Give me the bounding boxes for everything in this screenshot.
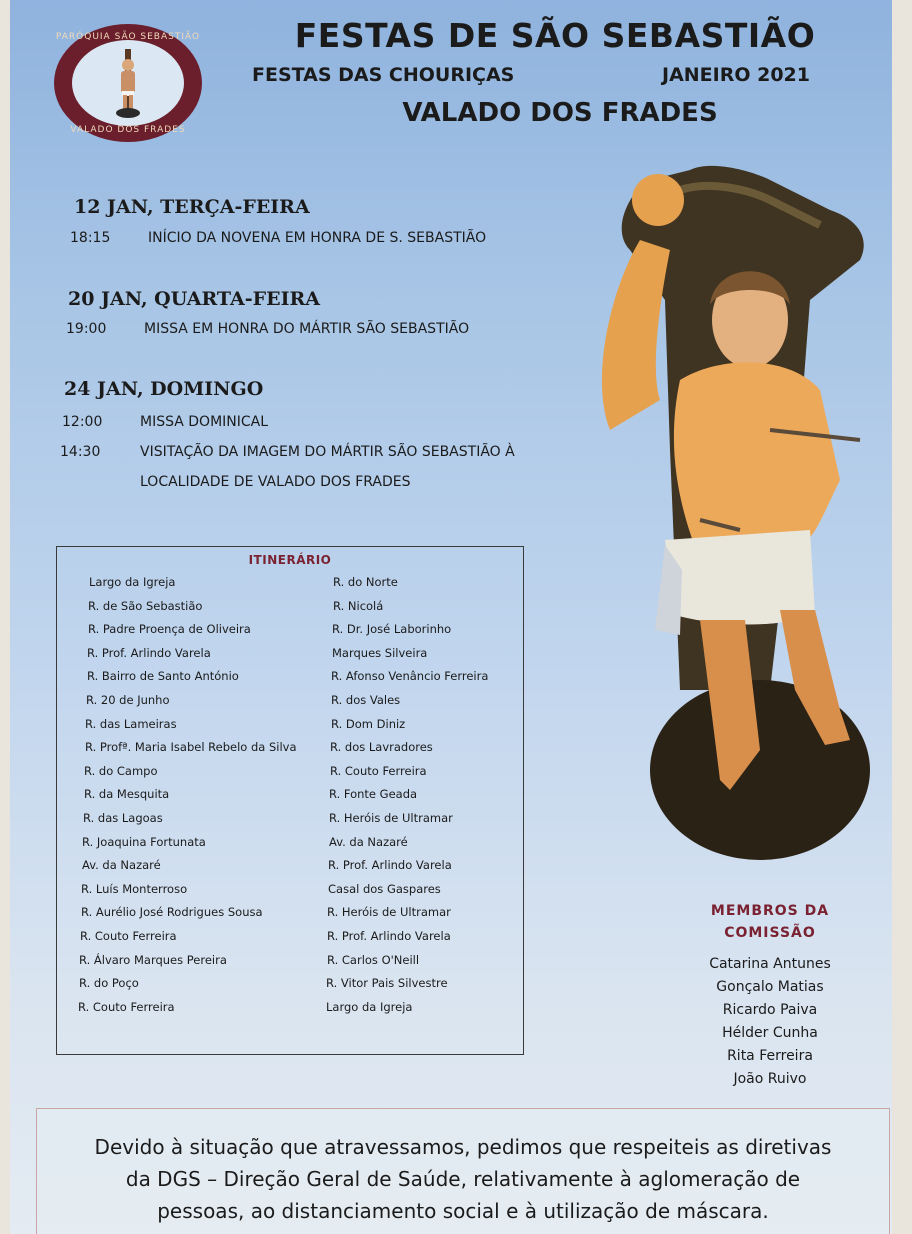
itinerary-street: R. Vitor Pais Silvestre bbox=[326, 976, 448, 991]
event-text: VISITAÇÃO DA IMAGEM DO MÁRTIR SÃO SEBASTIÃO À bbox=[140, 444, 515, 460]
itinerary-street: R. do Campo bbox=[84, 763, 158, 778]
itinerary-street: R. Prof. Arlindo Varela bbox=[328, 858, 452, 873]
committee-member: João Ruivo bbox=[733, 1071, 807, 1087]
committee-member: Catarina Antunes bbox=[709, 956, 831, 972]
itinerary-street: Marques Silveira bbox=[332, 645, 428, 660]
itinerary-street: R. Couto Ferreira bbox=[330, 763, 427, 778]
itinerary-street: R. das Lameiras bbox=[85, 716, 177, 731]
itinerary-street: R. Aurélio José Rodrigues Sousa bbox=[81, 905, 263, 920]
subtitle-date: JANEIRO 2021 bbox=[662, 64, 811, 86]
seal-bottom-text: VALADO DOS FRADES bbox=[70, 125, 186, 135]
itinerary-street: R. Profª. Maria Isabel Rebelo da Silva bbox=[85, 740, 297, 755]
seal-center bbox=[72, 40, 184, 126]
event-time: 18:15 bbox=[70, 230, 111, 246]
itinerary-street: R. dos Vales bbox=[331, 693, 401, 707]
event-text: MISSA DOMINICAL bbox=[140, 414, 269, 430]
committee-title bbox=[650, 900, 890, 944]
itinerary-street: R. Couto Ferreira bbox=[80, 929, 177, 943]
seal-top-text: PARÓQUIA SÃO SEBASTIÃO bbox=[55, 32, 201, 42]
event-time: 14:30 bbox=[60, 444, 101, 460]
itinerary-street: Largo da Igreja bbox=[326, 999, 413, 1014]
day-heading: 12 JAN, TERÇA-FEIRA bbox=[74, 196, 310, 218]
notice-line: da DGS – Direção Geral de Saúde, relativamente à aglomeração de bbox=[125, 1167, 801, 1191]
itinerary-street: R. Prof. Arlindo Varela bbox=[87, 645, 211, 660]
itinerary-street: R. Prof. Arlindo Varela bbox=[327, 929, 451, 943]
itinerary-street: Largo da Igreja bbox=[89, 575, 176, 589]
committee-title-line1: MEMBROS DA bbox=[710, 903, 830, 919]
itinerary-street: Av. da Nazaré bbox=[82, 858, 161, 873]
itinerary-street: R. dos Lavradores bbox=[330, 740, 433, 755]
itinerary-street: R. Couto Ferreira bbox=[78, 999, 175, 1014]
event-time: 12:00 bbox=[62, 414, 103, 430]
saint-sebastian-statue bbox=[570, 130, 880, 870]
itinerary-street: R. Joaquina Fortunata bbox=[82, 834, 206, 849]
itinerary-street: R. Carlos O'Neill bbox=[327, 952, 420, 967]
itinerary-street: R. Heróis de Ultramar bbox=[327, 905, 451, 920]
committee-member: Rita Ferreira bbox=[727, 1048, 813, 1064]
itinerary-street: R. Padre Proença de Oliveira bbox=[88, 622, 251, 637]
itinerary-street: R. Afonso Venâncio Ferreira bbox=[331, 669, 489, 684]
event-text: INÍCIO DA NOVENA EM HONRA DE S. SEBASTIÃO bbox=[148, 230, 487, 246]
committee-member: Ricardo Paiva bbox=[722, 1002, 818, 1018]
itinerary-box bbox=[56, 546, 524, 1055]
itinerary-street: R. Nicolá bbox=[333, 598, 384, 613]
notice-line: pessoas, ao distanciamento social e à utilização de máscara. bbox=[157, 1199, 769, 1223]
itinerary-street: R. Luís Monterroso bbox=[81, 881, 188, 896]
committee-member: Hélder Cunha bbox=[722, 1025, 818, 1041]
itinerary-street: R. Fonte Geada bbox=[329, 787, 418, 802]
itinerary-street: R. Heróis de Ultramar bbox=[329, 811, 453, 825]
itinerary-street: R. das Lagoas bbox=[83, 811, 163, 825]
location-heading: VALADO DOS FRADES bbox=[402, 98, 718, 128]
itinerary-street: R. Álvaro Marques Pereira bbox=[79, 952, 227, 967]
itinerary-street: R. 20 de Junho bbox=[86, 693, 170, 707]
committee-member: Gonçalo Matias bbox=[716, 979, 824, 995]
event-text: MISSA EM HONRA DO MÁRTIR SÃO SEBASTIÃO bbox=[144, 321, 470, 337]
event-time: 19:00 bbox=[66, 321, 107, 337]
parish-seal bbox=[54, 24, 202, 142]
itinerary-street: Casal dos Gaspares bbox=[328, 881, 441, 896]
day-heading: 20 JAN, QUARTA-FEIRA bbox=[68, 288, 321, 310]
saint-figure-icon bbox=[108, 47, 148, 119]
committee-title-line2: COMISSÃO bbox=[724, 925, 816, 941]
event-text-continuation: LOCALIDADE DE VALADO DOS FRADES bbox=[140, 474, 411, 490]
poster bbox=[10, 0, 892, 1234]
notice-line: Devido à situação que atravessamos, pedimos que respeiteis as diretivas bbox=[94, 1135, 832, 1159]
day-heading: 24 JAN, DOMINGO bbox=[64, 378, 264, 400]
subtitle-festas: FESTAS DAS CHOURIÇAS bbox=[252, 64, 515, 86]
itinerary-street: R. do Norte bbox=[333, 575, 398, 589]
itinerary-street: R. Dom Diniz bbox=[331, 716, 406, 731]
itinerary-street: R. Dr. José Laborinho bbox=[332, 622, 452, 637]
health-notice bbox=[36, 1108, 890, 1234]
itinerary-title: ITINERÁRIO bbox=[248, 553, 332, 567]
itinerary-street: R. Bairro de Santo António bbox=[87, 669, 239, 684]
itinerary-street: R. do Poço bbox=[79, 976, 139, 991]
itinerary-street: Av. da Nazaré bbox=[329, 834, 408, 849]
itinerary-street: R. da Mesquita bbox=[84, 787, 170, 802]
poster-title: FESTAS DE SÃO SEBASTIÃO bbox=[294, 16, 816, 55]
itinerary-street: R. de São Sebastião bbox=[88, 598, 203, 613]
